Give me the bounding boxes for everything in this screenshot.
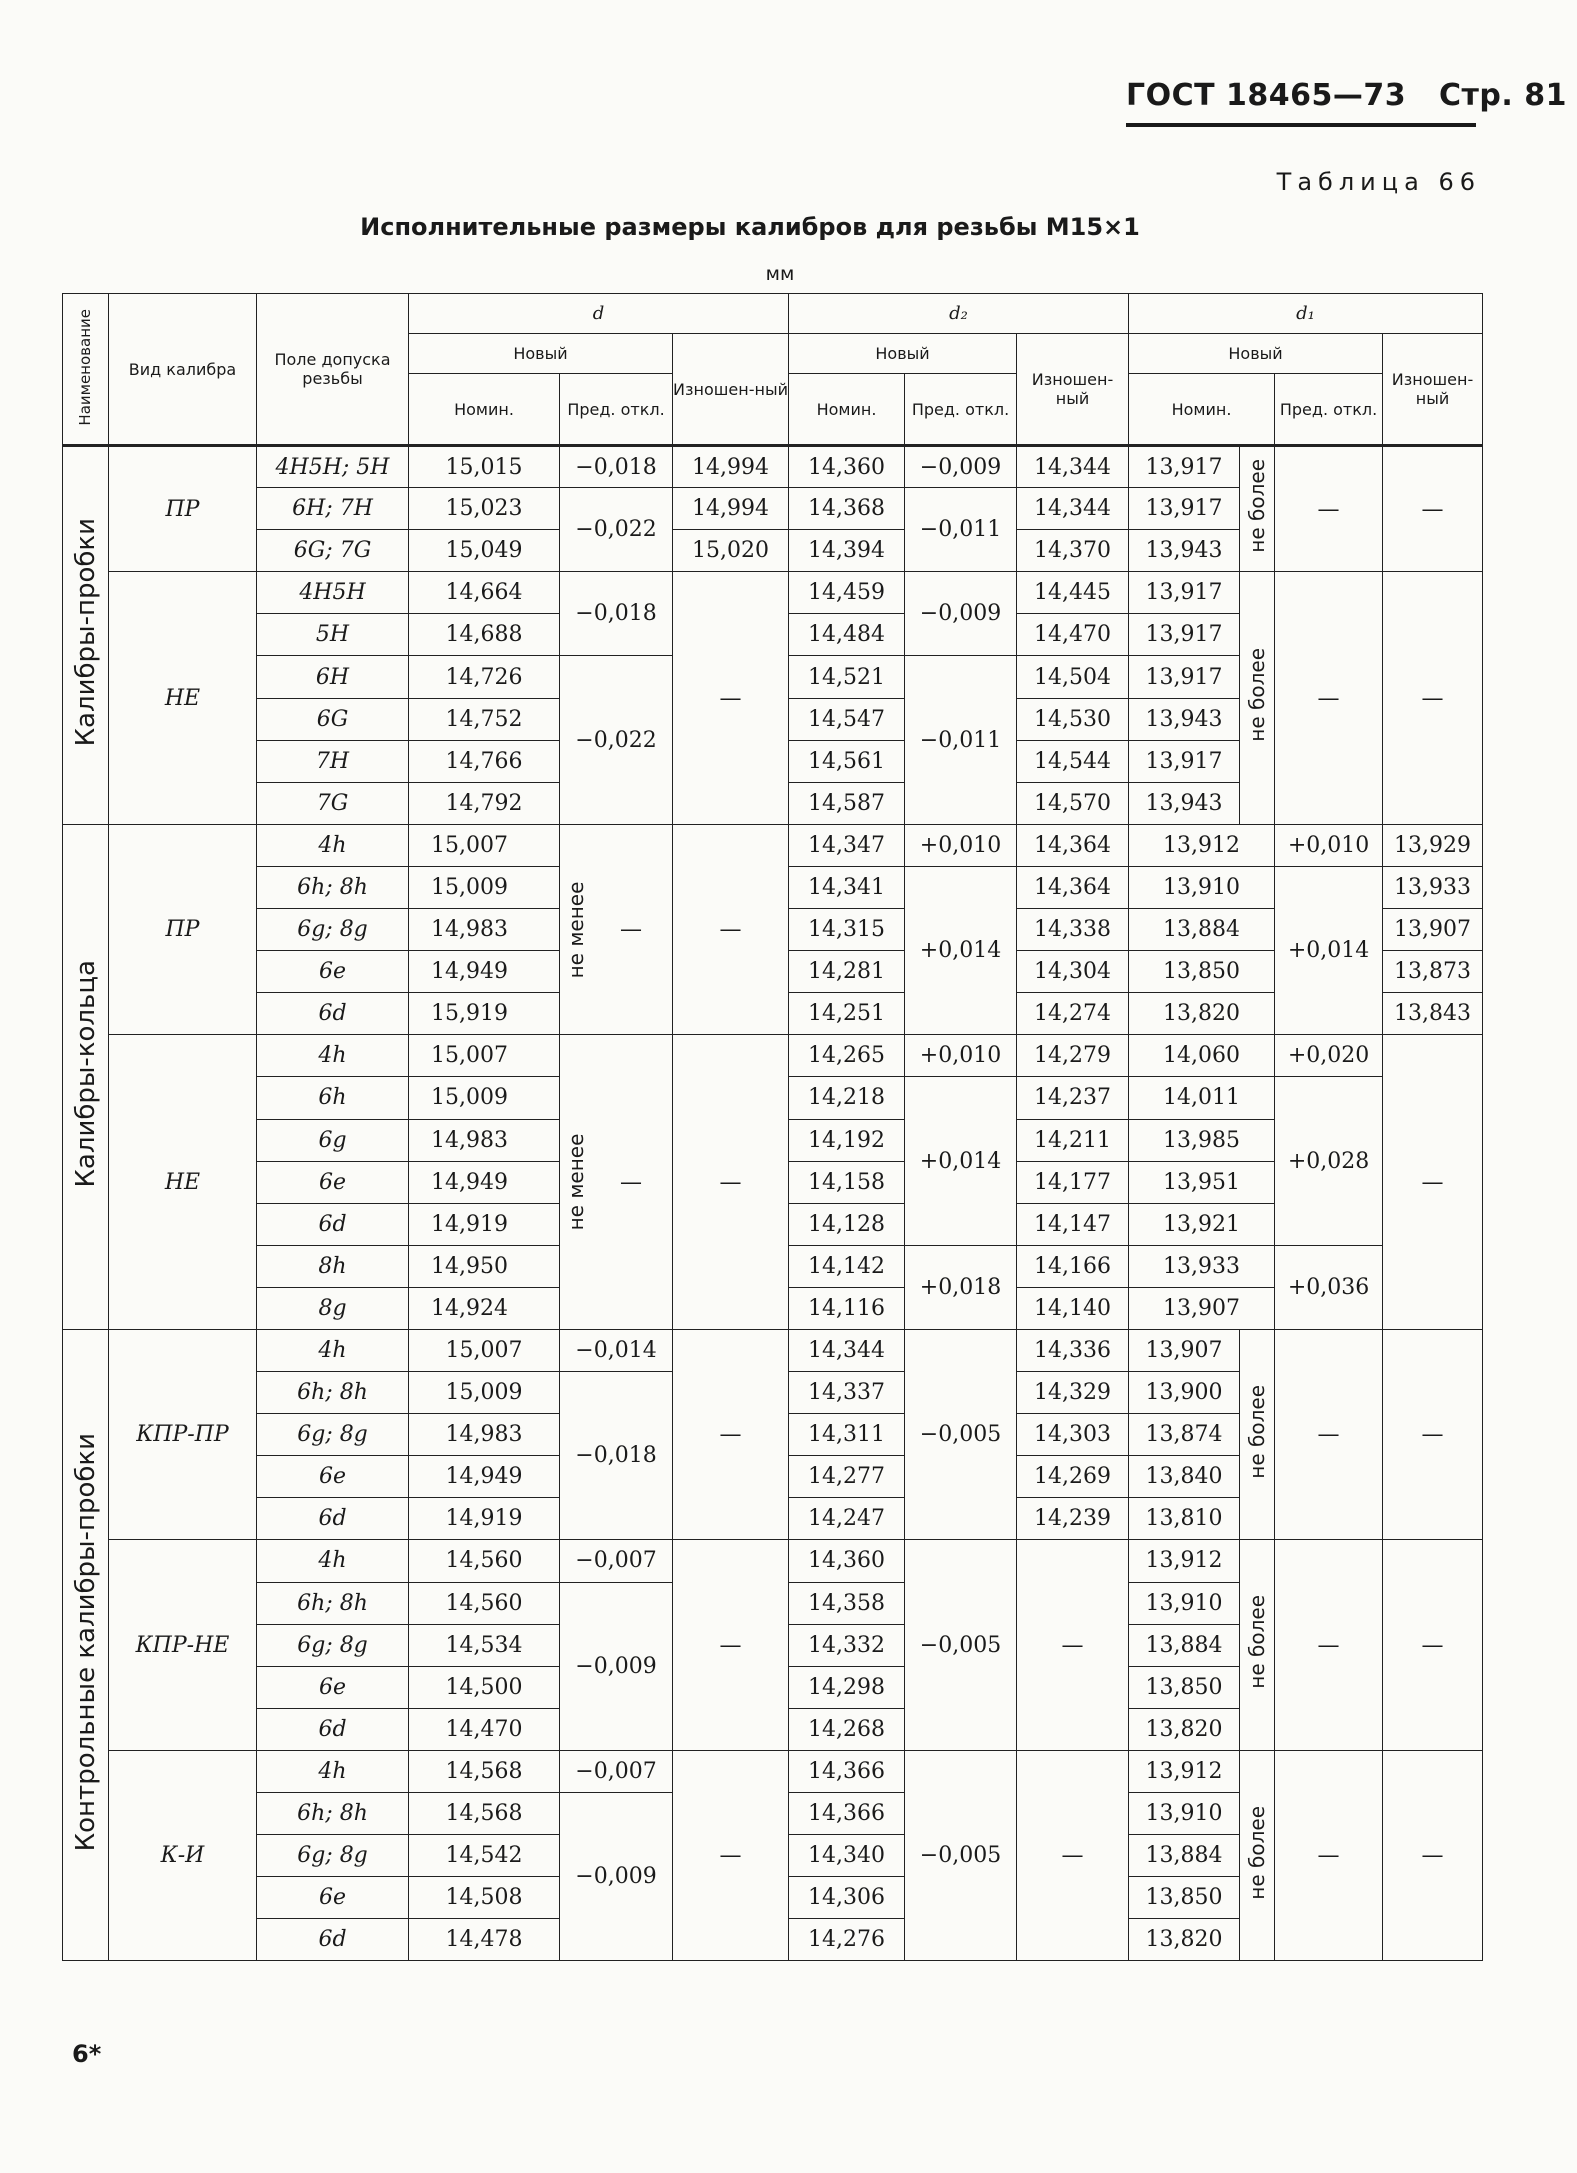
table-row	[63, 824, 1483, 866]
d1-deviation: +0,028	[1275, 1077, 1383, 1245]
d-deviation: −0,014	[560, 1329, 673, 1371]
gauge-dimensions-table	[62, 293, 1483, 1961]
d1-nominal: 13,820	[1129, 993, 1275, 1035]
d-worn: —	[673, 572, 789, 825]
d2-worn: 14,544	[1017, 740, 1129, 782]
not-more-note: не более	[1245, 1805, 1270, 1900]
d2-worn: 14,470	[1017, 614, 1129, 656]
d1-nominal: 13,884	[1129, 1835, 1240, 1877]
d1-nominal: 14,011	[1129, 1077, 1275, 1119]
d2-worn: 14,344	[1017, 488, 1129, 530]
d2-nominal: 14,268	[789, 1708, 905, 1750]
d2-nominal: 14,306	[789, 1877, 905, 1919]
thread-tolerance: 4h	[257, 824, 409, 866]
d-nominal: 14,664	[409, 572, 560, 614]
d-nominal: 14,726	[409, 656, 560, 698]
d2-nominal: 14,332	[789, 1624, 905, 1666]
header-rule	[1126, 123, 1476, 127]
d1-header: d₁	[1129, 294, 1483, 334]
group-name: Калибры-кольца	[70, 960, 101, 1188]
thread-tolerance: 4h	[257, 1035, 409, 1077]
d2-deviation: −0,011	[905, 488, 1017, 572]
group-name-cell	[63, 446, 109, 825]
dash: —	[620, 1169, 642, 1195]
d2-nominal: 14,251	[789, 993, 905, 1035]
d2-nominal: 14,344	[789, 1329, 905, 1371]
page-header	[1126, 78, 1567, 113]
d2-nominal: 14,276	[789, 1919, 905, 1961]
d2-deviation: −0,005	[905, 1329, 1017, 1539]
d2-worn: 14,364	[1017, 866, 1129, 908]
thread-tolerance: 4H5H	[257, 572, 409, 614]
d1-worn: 13,843	[1383, 993, 1483, 1035]
d1-nominal: 13,884	[1129, 1624, 1240, 1666]
d-nominal: 14,949	[409, 951, 560, 993]
d2-worn: 14,166	[1017, 1245, 1129, 1287]
d1-deviation: —	[1275, 1329, 1383, 1539]
thread-tolerance: 6H	[257, 656, 409, 698]
d2-nominal: 14,337	[789, 1372, 905, 1414]
d2-nominal: 14,561	[789, 740, 905, 782]
not-less-note: не менее	[564, 881, 588, 978]
d1-nominal: 13,917	[1129, 488, 1240, 530]
d2-worn: 14,211	[1017, 1119, 1129, 1161]
d1-worn: —	[1383, 446, 1483, 572]
thread-tolerance: 5H	[257, 614, 409, 656]
d1-nominal: 13,840	[1129, 1456, 1240, 1498]
group-name-cell	[63, 824, 109, 1329]
d2-worn: 14,570	[1017, 782, 1129, 824]
d1-nominal: 13,943	[1129, 782, 1240, 824]
d-deviation: −0,009	[560, 1793, 673, 1961]
d1-nominal: 13,850	[1129, 1666, 1240, 1708]
d-worn: —	[673, 1035, 789, 1330]
d2-deviation: −0,009	[905, 446, 1017, 488]
d1-deviation: —	[1275, 572, 1383, 825]
d1-deviation: +0,010	[1275, 824, 1383, 866]
gauge-kind: КПР-НЕ	[109, 1540, 257, 1750]
d2-worn: 14,344	[1017, 446, 1129, 488]
d2-worn: 14,336	[1017, 1329, 1129, 1371]
table-body	[63, 446, 1483, 1961]
d1-nominal: 13,933	[1129, 1245, 1275, 1287]
gauge-kind: ПР	[109, 446, 257, 572]
d-deviation: −0,022	[560, 488, 673, 572]
not-more-note-cell	[1240, 1329, 1275, 1539]
d-nominal: 14,478	[409, 1919, 560, 1961]
d-worn: 15,020	[673, 530, 789, 572]
thread-tolerance: 6G	[257, 698, 409, 740]
d1-worn: —	[1383, 572, 1483, 825]
d2-nominal: 14,366	[789, 1793, 905, 1835]
d2-deviation: +0,010	[905, 1035, 1017, 1077]
d-nominal: 14,688	[409, 614, 560, 656]
d1-deviation-header: Пред. откл.	[1275, 374, 1383, 446]
d1-worn: 13,873	[1383, 951, 1483, 993]
d1-deviation: —	[1275, 446, 1383, 572]
d2-nominal: 14,521	[789, 656, 905, 698]
d-deviation	[560, 824, 673, 1034]
d2-nominal: 14,341	[789, 866, 905, 908]
d1-nominal: 13,907	[1129, 1329, 1240, 1371]
d2-nominal: 14,459	[789, 572, 905, 614]
not-more-note: не более	[1245, 1595, 1270, 1690]
d-nominal: 14,568	[409, 1750, 560, 1792]
d2-worn: 14,303	[1017, 1414, 1129, 1456]
d1-nominal: 13,910	[1129, 1582, 1240, 1624]
d-nominal: 15,049	[409, 530, 560, 572]
d-nominal: 14,560	[409, 1582, 560, 1624]
gauge-kind: К-И	[109, 1750, 257, 1960]
d1-deviation: —	[1275, 1540, 1383, 1750]
d1-nominal: 13,850	[1129, 951, 1275, 993]
d1-nominal: 13,917	[1129, 656, 1240, 698]
thread-tolerance: 6e	[257, 1456, 409, 1498]
d2-worn: 14,329	[1017, 1372, 1129, 1414]
gauge-kind: НЕ	[109, 1035, 257, 1330]
d-nominal: 15,007	[409, 1035, 560, 1077]
d-nominal: 14,949	[409, 1456, 560, 1498]
d1-nominal: 13,917	[1129, 614, 1240, 656]
d-deviation	[560, 1035, 673, 1330]
d2-worn: 14,364	[1017, 824, 1129, 866]
d2-nominal: 14,347	[789, 824, 905, 866]
d2-nominal-header: Номин.	[789, 374, 905, 446]
tolerance-header: Поле допуска резьбы	[257, 294, 409, 446]
d1-deviation: +0,020	[1275, 1035, 1383, 1077]
d-deviation: −0,007	[560, 1540, 673, 1582]
table-row	[63, 1750, 1483, 1792]
d2-worn: 14,239	[1017, 1498, 1129, 1540]
d1-nominal: 13,912	[1129, 1540, 1240, 1582]
d2-worn: 14,269	[1017, 1456, 1129, 1498]
d1-nominal: 14,060	[1129, 1035, 1275, 1077]
d-deviation: −0,018	[560, 1372, 673, 1540]
d2-nominal: 14,298	[789, 1666, 905, 1708]
thread-tolerance: 6g	[257, 1119, 409, 1161]
d2-nominal: 14,218	[789, 1077, 905, 1119]
d1-nominal: 13,943	[1129, 530, 1240, 572]
d2-deviation: −0,005	[905, 1540, 1017, 1750]
d2-worn: 14,177	[1017, 1161, 1129, 1203]
d-deviation-header: Пред. откл.	[560, 374, 673, 446]
dash: —	[620, 917, 642, 943]
d1-nominal: 13,900	[1129, 1372, 1240, 1414]
d2-worn: 14,338	[1017, 909, 1129, 951]
d1-worn: —	[1383, 1750, 1483, 1960]
d2-nominal: 14,340	[789, 1835, 905, 1877]
thread-tolerance: 6g; 8g	[257, 909, 409, 951]
d1-worn: 13,929	[1383, 824, 1483, 866]
not-more-note: не более	[1245, 648, 1270, 742]
d2-worn: 14,445	[1017, 572, 1129, 614]
table-row	[63, 1329, 1483, 1371]
thread-tolerance: 4h	[257, 1750, 409, 1792]
d1-worn-header: Изношен-ный	[1383, 334, 1483, 446]
thread-tolerance: 7G	[257, 782, 409, 824]
d-nominal: 14,500	[409, 1666, 560, 1708]
thread-tolerance: 6e	[257, 1877, 409, 1919]
page-number: Стр. 81	[1439, 78, 1567, 113]
thread-tolerance: 6G; 7G	[257, 530, 409, 572]
thread-tolerance: 6H; 7H	[257, 488, 409, 530]
d1-nominal: 13,810	[1129, 1498, 1240, 1540]
thread-tolerance: 6h; 8h	[257, 866, 409, 908]
d2-worn: 14,237	[1017, 1077, 1129, 1119]
thread-tolerance: 6e	[257, 1666, 409, 1708]
thread-tolerance: 6d	[257, 1498, 409, 1540]
d-nominal: 14,752	[409, 698, 560, 740]
table-row	[63, 572, 1483, 614]
d1-nominal: 13,884	[1129, 909, 1275, 951]
d1-nominal: 13,921	[1129, 1203, 1275, 1245]
d-worn-header: Изношен-ный	[673, 334, 789, 446]
d2-nominal: 14,281	[789, 951, 905, 993]
thread-tolerance: 4h	[257, 1329, 409, 1371]
d1-nominal: 13,917	[1129, 740, 1240, 782]
d2-nominal: 14,192	[789, 1119, 905, 1161]
thread-tolerance: 6h; 8h	[257, 1793, 409, 1835]
d-nominal-header: Номин.	[409, 374, 560, 446]
d2-nominal: 14,368	[789, 488, 905, 530]
d-header: d	[409, 294, 789, 334]
not-more-note: не более	[1245, 1384, 1270, 1479]
d2-deviation: +0,010	[905, 824, 1017, 866]
d2-nominal: 14,587	[789, 782, 905, 824]
gauge-kind: НЕ	[109, 572, 257, 825]
d1-nominal: 13,951	[1129, 1161, 1275, 1203]
table-caption: Исполнительные размеры калибров для резьбы М15×1	[360, 213, 1140, 241]
d1-nominal: 13,917	[1129, 446, 1240, 488]
d2-deviation: −0,005	[905, 1750, 1017, 1960]
d2-header: d₂	[789, 294, 1129, 334]
d-deviation: −0,009	[560, 1582, 673, 1750]
d-new-header: Новый	[409, 334, 673, 374]
d2-worn: 14,279	[1017, 1035, 1129, 1077]
thread-tolerance: 8h	[257, 1245, 409, 1287]
d2-deviation-header: Пред. откл.	[905, 374, 1017, 446]
d2-nominal: 14,158	[789, 1161, 905, 1203]
d-worn: —	[673, 1750, 789, 1960]
d2-worn: 14,504	[1017, 656, 1129, 698]
d-nominal: 14,950	[409, 1245, 560, 1287]
d-deviation: −0,007	[560, 1750, 673, 1792]
d1-nominal: 13,874	[1129, 1414, 1240, 1456]
d1-deviation: +0,036	[1275, 1245, 1383, 1329]
d-nominal: 14,919	[409, 1498, 560, 1540]
thread-tolerance: 6d	[257, 1919, 409, 1961]
d2-nominal: 14,128	[789, 1203, 905, 1245]
d1-deviation: +0,014	[1275, 866, 1383, 1034]
d2-deviation: +0,018	[905, 1245, 1017, 1329]
d-nominal: 14,534	[409, 1624, 560, 1666]
d-deviation: −0,018	[560, 572, 673, 656]
d-nominal: 14,766	[409, 740, 560, 782]
thread-tolerance: 6d	[257, 1708, 409, 1750]
d-nominal: 15,009	[409, 866, 560, 908]
d2-nominal: 14,358	[789, 1582, 905, 1624]
d2-nominal: 14,547	[789, 698, 905, 740]
d-nominal: 15,009	[409, 1077, 560, 1119]
d-worn: 14,994	[673, 488, 789, 530]
group-name: Калибры-пробки	[70, 518, 101, 747]
d2-nominal: 14,360	[789, 1540, 905, 1582]
d2-nominal: 14,247	[789, 1498, 905, 1540]
d2-deviation: +0,014	[905, 866, 1017, 1034]
thread-tolerance: 6g; 8g	[257, 1414, 409, 1456]
d2-nominal: 14,394	[789, 530, 905, 572]
kind-header: Вид калибра	[109, 294, 257, 446]
d1-nominal: 13,910	[1129, 1793, 1240, 1835]
d-nominal: 15,015	[409, 446, 560, 488]
d-nominal: 14,919	[409, 1203, 560, 1245]
d-nominal: 14,560	[409, 1540, 560, 1582]
d-nominal: 15,009	[409, 1372, 560, 1414]
gauge-kind: КПР-ПР	[109, 1329, 257, 1539]
not-more-note-cell	[1240, 572, 1275, 825]
d1-worn: —	[1383, 1329, 1483, 1539]
gauge-kind: ПР	[109, 824, 257, 1034]
d2-worn: 14,147	[1017, 1203, 1129, 1245]
d2-new-header: Новый	[789, 334, 1017, 374]
thread-tolerance: 7H	[257, 740, 409, 782]
d2-worn: 14,530	[1017, 698, 1129, 740]
d2-worn-header: Изношен-ный	[1017, 334, 1129, 446]
thread-tolerance: 6e	[257, 1161, 409, 1203]
d-deviation: −0,018	[560, 446, 673, 488]
d-nominal: 14,542	[409, 1835, 560, 1877]
d1-worn: 13,933	[1383, 866, 1483, 908]
d-nominal: 14,792	[409, 782, 560, 824]
d1-nominal: 13,850	[1129, 1877, 1240, 1919]
d2-nominal: 14,116	[789, 1287, 905, 1329]
d-nominal: 14,983	[409, 1119, 560, 1161]
d1-nominal: 13,820	[1129, 1708, 1240, 1750]
d1-worn: —	[1383, 1540, 1483, 1750]
not-more-note-cell	[1240, 1540, 1275, 1750]
thread-tolerance: 4h	[257, 1540, 409, 1582]
d1-nominal: 13,912	[1129, 1750, 1240, 1792]
d-nominal: 15,007	[409, 824, 560, 866]
d-nominal: 14,924	[409, 1287, 560, 1329]
thread-tolerance: 6h; 8h	[257, 1582, 409, 1624]
page-footer: 6*	[72, 2040, 102, 2068]
d2-nominal: 14,277	[789, 1456, 905, 1498]
d2-worn: —	[1017, 1750, 1129, 1960]
d2-worn: 14,304	[1017, 951, 1129, 993]
standard-number: ГОСТ 18465—73	[1126, 78, 1407, 113]
thread-tolerance: 6g; 8g	[257, 1835, 409, 1877]
d1-worn: 13,907	[1383, 909, 1483, 951]
d-deviation: −0,022	[560, 656, 673, 824]
d1-nominal: 13,985	[1129, 1119, 1275, 1161]
d2-nominal: 14,315	[789, 909, 905, 951]
thread-tolerance: 8g	[257, 1287, 409, 1329]
group-name: Контрольные калибры-пробки	[70, 1433, 101, 1852]
d2-nominal: 14,142	[789, 1245, 905, 1287]
table-row	[63, 446, 1483, 488]
d-worn: 14,994	[673, 446, 789, 488]
d-nominal: 14,568	[409, 1793, 560, 1835]
thread-tolerance: 6d	[257, 1203, 409, 1245]
d2-nominal: 14,265	[789, 1035, 905, 1077]
d1-worn: —	[1383, 1035, 1483, 1330]
d-worn: —	[673, 1540, 789, 1750]
d-nominal: 15,023	[409, 488, 560, 530]
d2-nominal: 14,484	[789, 614, 905, 656]
thread-tolerance: 6g; 8g	[257, 1624, 409, 1666]
d2-worn: 14,274	[1017, 993, 1129, 1035]
d2-deviation: +0,014	[905, 1077, 1017, 1245]
d2-nominal: 14,360	[789, 446, 905, 488]
group-name-cell	[63, 1329, 109, 1960]
not-more-note-cell	[1240, 1750, 1275, 1960]
thread-tolerance: 6h	[257, 1077, 409, 1119]
d-nominal: 14,983	[409, 909, 560, 951]
d-nominal: 14,983	[409, 1414, 560, 1456]
d-nominal: 15,919	[409, 993, 560, 1035]
d-nominal: 14,470	[409, 1708, 560, 1750]
not-less-note: не менее	[564, 1133, 588, 1231]
d2-worn: 14,370	[1017, 530, 1129, 572]
table-row	[63, 1035, 1483, 1077]
d1-nominal: 13,912	[1129, 824, 1275, 866]
d1-nominal: 13,910	[1129, 866, 1275, 908]
d-worn: —	[673, 1329, 789, 1539]
not-more-note-cell	[1240, 446, 1275, 572]
name-header: Наименование	[63, 294, 109, 446]
d2-nominal: 14,366	[789, 1750, 905, 1792]
d2-worn: —	[1017, 1540, 1129, 1750]
thread-tolerance: 6h; 8h	[257, 1372, 409, 1414]
table-number: Таблица 66	[1276, 168, 1481, 196]
d1-deviation: —	[1275, 1750, 1383, 1960]
d2-deviation: −0,011	[905, 656, 1017, 824]
d2-worn: 14,140	[1017, 1287, 1129, 1329]
d2-nominal: 14,311	[789, 1414, 905, 1456]
d1-nominal: 13,917	[1129, 572, 1240, 614]
d-nominal: 14,508	[409, 1877, 560, 1919]
d1-nominal: 13,907	[1129, 1287, 1275, 1329]
thread-tolerance: 4H5H; 5H	[257, 446, 409, 488]
not-more-note: не более	[1245, 459, 1270, 553]
table-row	[63, 1540, 1483, 1582]
d1-new-header: Новый	[1129, 334, 1383, 374]
thread-tolerance: 6d	[257, 993, 409, 1035]
d2-deviation: −0,009	[905, 572, 1017, 656]
d-worn: —	[673, 824, 789, 1034]
d1-nominal-header: Номин.	[1129, 374, 1275, 446]
d-nominal: 15,007	[409, 1329, 560, 1371]
d1-nominal: 13,820	[1129, 1919, 1240, 1961]
thread-tolerance: 6e	[257, 951, 409, 993]
d-nominal: 14,949	[409, 1161, 560, 1203]
unit-label: мм	[765, 263, 795, 285]
d1-nominal: 13,943	[1129, 698, 1240, 740]
